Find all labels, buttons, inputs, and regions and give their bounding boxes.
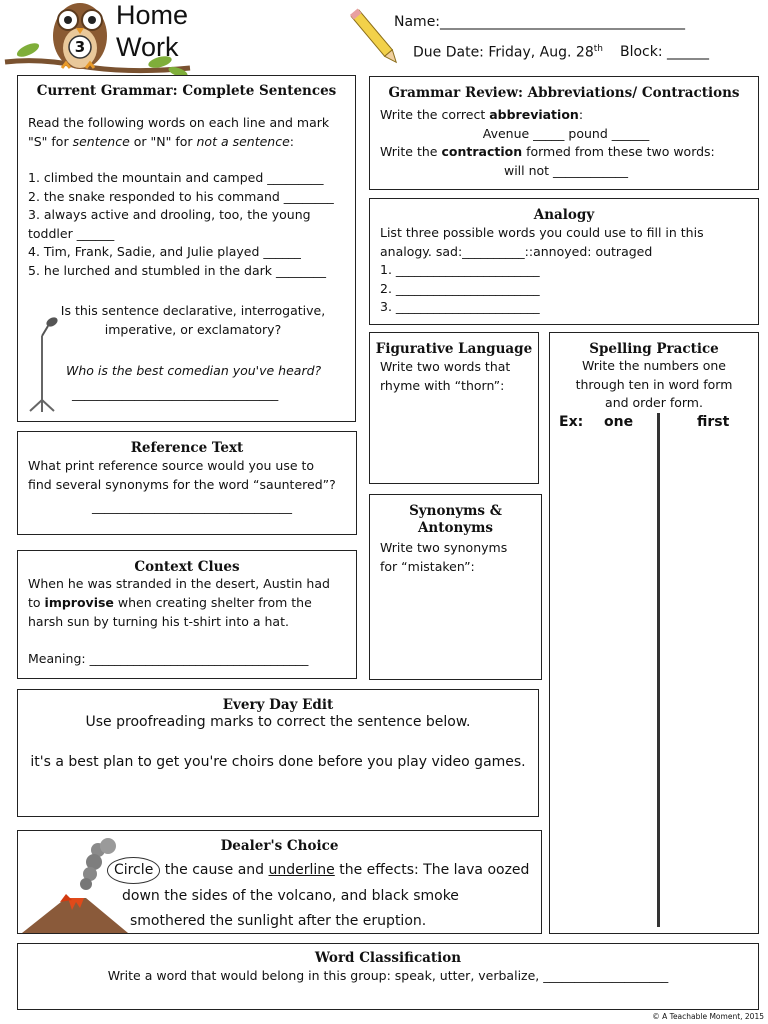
grammar-item[interactable]: 4. Tim, Frank, Sadie, and Julie played ______: [28, 244, 301, 259]
spelling-divider: [657, 413, 660, 927]
analogy-box: [369, 198, 759, 325]
reference-prompt: find several synonyms for the word “sauntered”?: [28, 476, 336, 492]
grammar-question: Is this sentence declarative, interrogative,: [60, 303, 326, 318]
dealers-line: smothered the sunlight after the eruption.: [130, 913, 427, 929]
work-label: Work: [116, 32, 179, 62]
figurative-prompt: rhyme with “thorn”:: [380, 377, 505, 393]
grammar-example: Who is the best comedian you've heard?: [66, 363, 322, 378]
grammar-answer-line[interactable]: _________________________________: [72, 386, 279, 401]
block-line[interactable]: Block: ______: [620, 44, 710, 60]
synonyms-prompt: Write two synonyms: [380, 540, 508, 555]
context-clues-box: [17, 550, 357, 679]
reference-blank[interactable]: ________________________________: [92, 499, 292, 514]
owl-number: 3: [74, 38, 86, 56]
edit-prompt: Use proofreading marks to correct the sentence below.: [85, 714, 471, 730]
context-text: When he was stranded in the desert, Austin had: [28, 576, 330, 591]
spelling-ex-one: one: [604, 414, 634, 430]
dealers-choice-box: [17, 830, 542, 934]
context-title: Context Clues: [134, 559, 240, 575]
grammar-item[interactable]: 1. climbed the mountain and camped _________: [28, 170, 324, 185]
grammar-item[interactable]: 3. always active and drooling, too, the young: [28, 207, 311, 222]
figurative-prompt: Write two words that: [380, 359, 511, 374]
every-day-edit-box: [17, 689, 539, 817]
due-date: [413, 44, 603, 61]
word-classification-box: [17, 943, 759, 1010]
current-grammar-title: Current Grammar: Complete Sentences: [36, 83, 337, 99]
grammar-intro-1: Read the following words on each line and mark: [28, 115, 330, 130]
analogy-blank[interactable]: 3. _______________________: [380, 299, 540, 314]
synonyms-prompt: for “mistaken”:: [380, 558, 475, 574]
copyright: © A Teachable Moment, 2015: [652, 1012, 764, 1021]
synonyms-title: Antonyms: [417, 520, 494, 536]
home-label: Home: [116, 0, 189, 30]
circle-word: Circle: [107, 857, 160, 884]
underline-word: underline: [268, 862, 335, 878]
analogy-blank[interactable]: 2. _______________________: [380, 280, 540, 296]
dealers-line: down the sides of the volcano, and black smoke: [122, 888, 459, 904]
analogy-text: analogy. sad:__________::annoyed: outraged: [380, 243, 653, 259]
spelling-prompt: Write the numbers one: [582, 358, 726, 373]
grammar-item[interactable]: 2. the snake responded to his command ________: [28, 188, 334, 204]
synonyms-antonyms-box: [369, 494, 542, 680]
abbreviation-blanks[interactable]: Avenue _____ pound ______: [482, 125, 650, 141]
edit-title: Every Day Edit: [222, 697, 334, 713]
grammar-intro-2: "S" for sentence or "N" for not a sentence:: [28, 133, 294, 149]
figurative-title: Figurative Language: [375, 341, 533, 357]
meaning-blank[interactable]: Meaning: ___________________________________: [28, 651, 309, 666]
spelling-ex-label: Ex:: [559, 414, 584, 430]
name-blank: ___________________________________: [440, 14, 686, 30]
spelling-prompt: through ten in word form: [575, 376, 733, 392]
figurative-language-box: [369, 332, 539, 484]
grammar-item[interactable]: toddler ______: [28, 225, 115, 241]
microphone-icon: [26, 314, 76, 414]
spelling-practice-box: [549, 332, 759, 934]
spelling-ex-first: first: [697, 414, 730, 430]
grammar-review-title: Grammar Review: Abbreviations/ Contractions: [388, 85, 740, 101]
analogy-blank[interactable]: 1. _______________________: [380, 262, 540, 277]
contraction-blank[interactable]: will not ____________: [503, 162, 629, 178]
spelling-title: Spelling Practice: [589, 341, 719, 357]
due-date-sup: th: [593, 44, 603, 54]
abbreviation-prompt: Write the correct abbreviation:: [380, 107, 584, 122]
word-class-title: Word Classification: [314, 950, 462, 966]
reference-prompt: What print reference source would you use to: [28, 458, 315, 473]
volcano-icon: [20, 836, 130, 933]
context-text: harsh sun by turning his t-shirt into a hat.: [28, 614, 289, 629]
edit-sentence[interactable]: it's a best plan to get you're choirs done before you play video games.: [30, 754, 526, 770]
grammar-review-box: [369, 76, 759, 190]
analogy-title: Analogy: [533, 207, 595, 223]
pencil-icon: [350, 2, 400, 72]
name-line[interactable]: [394, 14, 685, 30]
grammar-question: imperative, or exclamatory?: [104, 321, 282, 337]
dealers-title: Dealer's Choice: [220, 838, 339, 854]
dealers-line: Circle the cause and underline the effects: The lava oozed: [114, 857, 529, 884]
word-class-prompt[interactable]: Write a word that would belong in this group: speak, utter, verbalize, ____________________: [107, 968, 669, 983]
name-label: Name:: [394, 14, 441, 30]
context-text: to improvise when creating shelter from the: [28, 595, 312, 610]
contraction-prompt: Write the contraction formed from these two words:: [380, 144, 715, 159]
synonyms-title: Synonyms &: [409, 503, 502, 519]
current-grammar-box: [17, 75, 356, 422]
due-date-text: Due Date: Friday, Aug. 28: [413, 44, 594, 61]
analogy-prompt: List three possible words you could use to fill in this: [380, 225, 704, 240]
reference-text-box: [17, 431, 357, 535]
spelling-prompt: and order form.: [605, 395, 703, 410]
grammar-item[interactable]: 5. he lurched and stumbled in the dark ________: [28, 262, 326, 278]
reference-title: Reference Text: [130, 440, 244, 456]
